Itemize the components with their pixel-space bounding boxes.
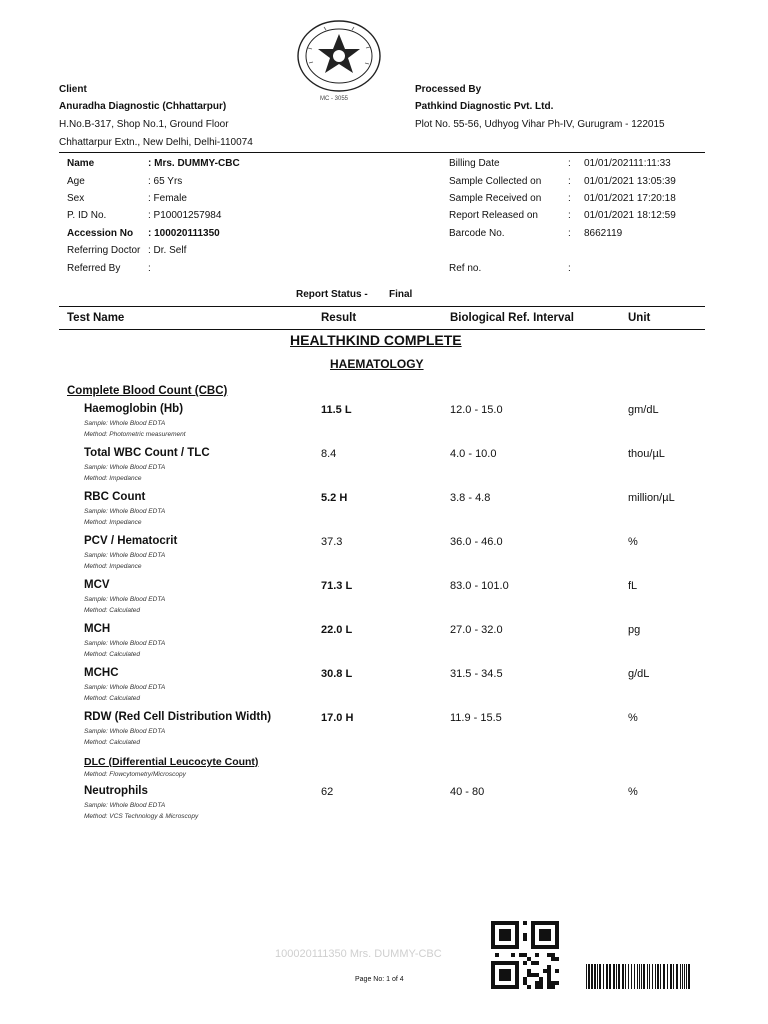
- test-name: MCHC: [84, 667, 119, 679]
- test-ref-interval: 12.0 - 15.0: [450, 404, 503, 416]
- test-unit: %: [628, 712, 638, 724]
- patient-name-label: Name: [67, 158, 95, 169]
- processed-lab-address: Plot No. 55-56, Udhyog Vihar Ph-IV, Gurugram - 122015: [415, 119, 665, 130]
- colon: :: [568, 263, 571, 274]
- test-sample: Sample: Whole Blood EDTA: [84, 802, 166, 809]
- test-method: Method: Calculated: [84, 739, 141, 746]
- test-name: RBC Count: [84, 491, 146, 503]
- test-result: 8.4: [321, 448, 337, 460]
- test-result: 37.3: [321, 536, 343, 548]
- test-ref-interval: 40 - 80: [450, 786, 485, 798]
- colon: :: [568, 158, 571, 169]
- test-sample: Sample: Whole Blood EDTA: [84, 728, 166, 735]
- test-unit: %: [628, 536, 638, 548]
- test-ref-interval: 31.5 - 34.5: [450, 668, 503, 680]
- ref-no-label: Ref no.: [449, 263, 482, 274]
- test-name: RDW (Red Cell Distribution Width): [84, 711, 272, 723]
- colon: :: [568, 228, 571, 239]
- test-method: Method: Calculated: [84, 695, 141, 702]
- test-method: Method: Impedance: [84, 563, 142, 570]
- client-address-line2: Chhattarpur Extn., New Delhi, Delhi-110074: [59, 137, 253, 148]
- report-title: HEALTHKIND COMPLETE: [290, 332, 462, 348]
- referred-by-label: Referred By: [67, 263, 121, 274]
- barcode-no-label: Barcode No.: [449, 228, 505, 239]
- department-title: HAEMATOLOGY: [330, 357, 424, 371]
- test-unit: fL: [628, 580, 638, 592]
- logo-caption: MC - 3055: [320, 96, 349, 102]
- section-title: Complete Blood Count (CBC): [67, 385, 228, 397]
- test-unit: pg: [628, 624, 641, 636]
- test-unit: million/µL: [628, 492, 675, 504]
- test-ref-interval: 27.0 - 32.0: [450, 624, 503, 636]
- test-method: Method: Impedance: [84, 519, 142, 526]
- dlc-title: DLC (Differential Leucocyte Count): [84, 756, 259, 768]
- colon: :: [568, 193, 571, 204]
- processed-heading: Processed By: [415, 84, 482, 95]
- test-name: Haemoglobin (Hb): [84, 403, 184, 415]
- test-method: Method: Calculated: [84, 651, 141, 658]
- sample-received-label: Sample Received on: [449, 193, 542, 204]
- test-sample: Sample: Whole Blood EDTA: [84, 420, 166, 427]
- accession-value: : 100020111350: [148, 228, 220, 239]
- test-sample: Sample: Whole Blood EDTA: [84, 464, 166, 471]
- col-header-unit: Unit: [628, 312, 651, 324]
- test-unit: gm/dL: [628, 404, 659, 416]
- colon: :: [568, 176, 571, 187]
- client-name: Anuradha Diagnostic (Chhattarpur): [59, 101, 227, 112]
- test-result: 5.2 H: [321, 492, 348, 504]
- patient-sex-value: : Female: [148, 193, 187, 204]
- test-name: MCH: [84, 623, 111, 635]
- patient-age-value: : 65 Yrs: [148, 176, 183, 187]
- sample-received-value: 01/01/2021 17:20:18: [584, 193, 676, 204]
- test-name: MCV: [84, 579, 110, 591]
- report-status-label: Report Status -: [296, 289, 368, 300]
- patient-pid-label: P. ID No.: [67, 210, 107, 221]
- billing-date-value: 01/01/202111:11:33: [584, 158, 671, 169]
- test-method: Method: Calculated: [84, 607, 141, 614]
- test-sample: Sample: Whole Blood EDTA: [84, 552, 166, 559]
- col-header-test-name: Test Name: [67, 312, 125, 324]
- test-name: Total WBC Count / TLC: [84, 447, 210, 459]
- test-result: 62: [321, 786, 334, 798]
- processed-lab-name: Pathkind Diagnostic Pvt. Ltd.: [415, 101, 554, 112]
- report-released-value: 01/01/2021 18:12:59: [584, 210, 676, 221]
- page-number: Page No: 1 of 4: [355, 976, 404, 983]
- patient-sex-label: Sex: [67, 193, 85, 204]
- report-status-value: Final: [389, 289, 413, 300]
- patient-name-value: : Mrs. DUMMY-CBC: [148, 158, 240, 169]
- report-released-label: Report Released on: [449, 210, 538, 221]
- referring-doctor-label: Referring Doctor: [67, 245, 141, 256]
- test-result: 71.3 L: [321, 580, 353, 592]
- test-result: 17.0 H: [321, 712, 354, 724]
- dlc-method: Method: Flowcytometry/Microscopy: [84, 771, 186, 778]
- sample-collected-value: 01/01/2021 13:05:39: [584, 176, 676, 187]
- test-unit: %: [628, 786, 638, 798]
- test-method: Method: VCS Technology & Microscopy: [84, 813, 199, 820]
- table-header-divider: [59, 329, 705, 330]
- test-sample: Sample: Whole Blood EDTA: [84, 640, 166, 647]
- table-top-divider: [59, 306, 705, 307]
- test-ref-interval: 11.9 - 15.5: [450, 712, 502, 724]
- col-header-result: Result: [321, 312, 357, 324]
- test-result: 11.5 L: [321, 404, 352, 416]
- referring-doctor-value: : Dr. Self: [148, 245, 187, 256]
- test-unit: thou/µL: [628, 448, 665, 460]
- qr-code-icon: [491, 921, 559, 989]
- test-result: 22.0 L: [321, 624, 353, 636]
- test-sample: Sample: Whole Blood EDTA: [84, 684, 166, 691]
- billing-date-label: Billing Date: [449, 158, 500, 169]
- barcode-icon: [586, 964, 690, 989]
- footer-watermark: 100020111350 Mrs. DUMMY-CBC: [275, 948, 442, 960]
- test-result: 30.8 L: [321, 668, 353, 680]
- test-name: Neutrophils: [84, 785, 148, 797]
- patient-pid-value: : P10001257984: [148, 210, 222, 221]
- client-address-line1: H.No.B-317, Shop No.1, Ground Floor: [59, 119, 229, 130]
- header-divider: [59, 152, 705, 153]
- test-ref-interval: 83.0 - 101.0: [450, 580, 509, 592]
- test-unit: g/dL: [628, 668, 650, 680]
- test-method: Method: Photometric measurement: [84, 431, 186, 438]
- patient-age-label: Age: [67, 176, 85, 187]
- test-sample: Sample: Whole Blood EDTA: [84, 508, 166, 515]
- test-sample: Sample: Whole Blood EDTA: [84, 596, 166, 603]
- test-method: Method: Impedance: [84, 475, 142, 482]
- barcode-no-value: 8662119: [584, 228, 623, 239]
- test-ref-interval: 4.0 - 10.0: [450, 448, 497, 460]
- lab-seal-logo: [296, 18, 382, 104]
- col-header-ref-interval: Biological Ref. Interval: [450, 312, 574, 324]
- test-ref-interval: 3.8 - 4.8: [450, 492, 491, 504]
- accession-label: Accession No: [67, 228, 134, 239]
- client-heading: Client: [59, 84, 87, 95]
- test-name: PCV / Hematocrit: [84, 535, 178, 547]
- referred-by-value: :: [148, 263, 151, 274]
- test-ref-interval: 36.0 - 46.0: [450, 536, 503, 548]
- sample-collected-label: Sample Collected on: [449, 176, 542, 187]
- colon: :: [568, 210, 571, 221]
